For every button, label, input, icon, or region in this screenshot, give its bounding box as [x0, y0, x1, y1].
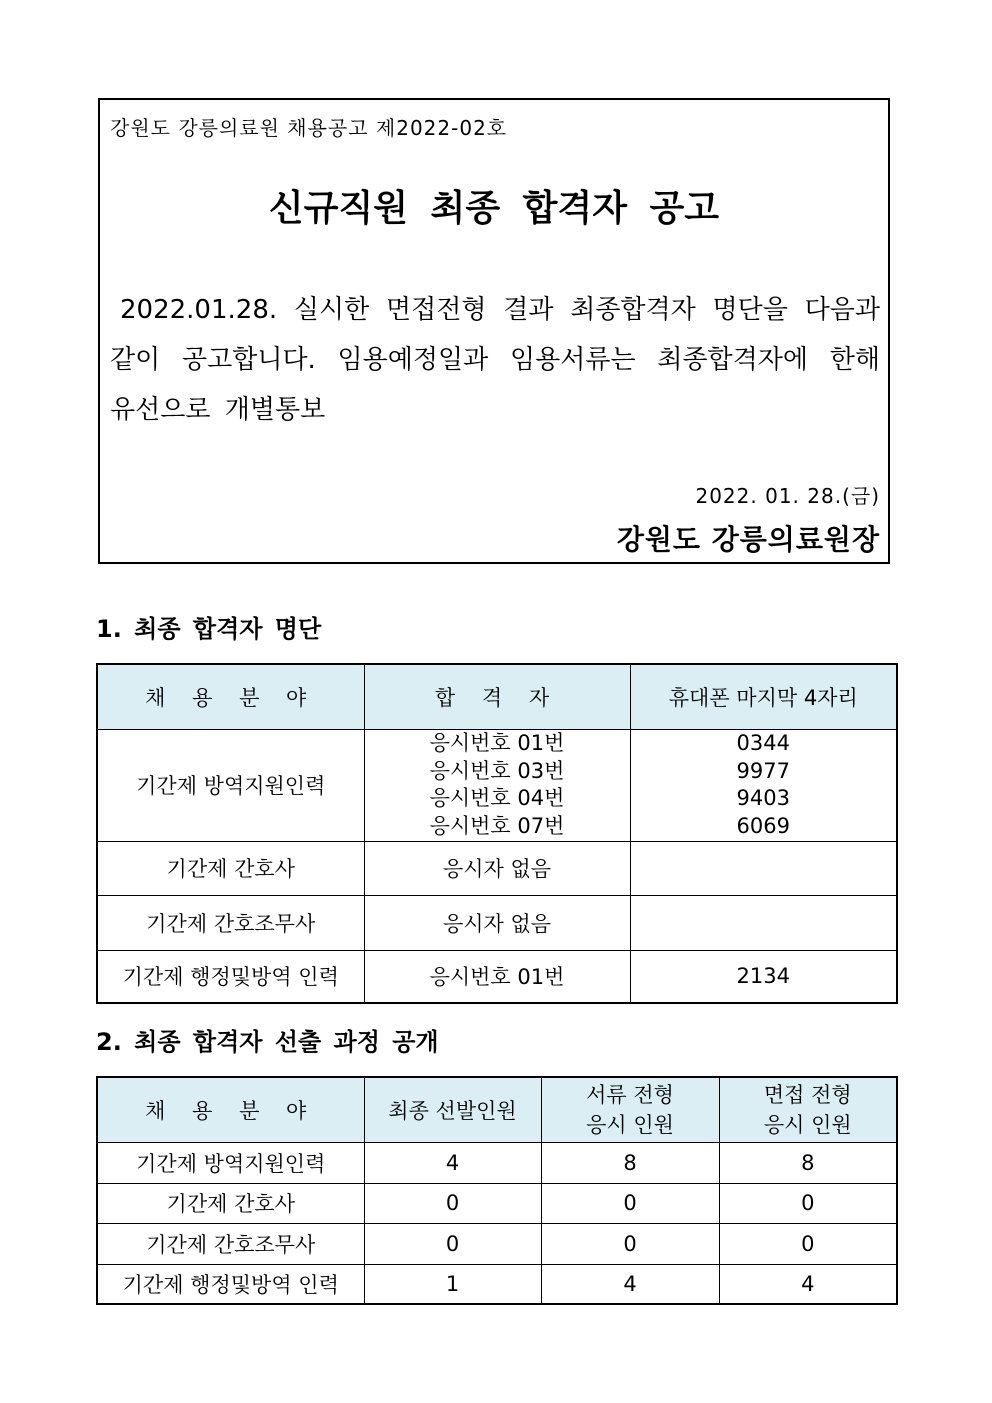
table-row — [97, 841, 897, 895]
phones-cell — [630, 895, 897, 950]
passer-entry: 응시번호 03번 — [429, 758, 565, 783]
notice-issuer: 강원도 강릉의료원장 — [616, 523, 880, 556]
table-row — [97, 1264, 897, 1304]
header-cell: 면접 전형 응시 인원 — [719, 1077, 897, 1142]
section-heading-selection-process: 2. 최종 합격자 선출 과정 공개 — [96, 1028, 439, 1056]
phone-entry: 9403 — [736, 786, 790, 810]
passer-entry: 응시번호 07번 — [429, 813, 565, 838]
notice-number: 강원도 강릉의료원 채용공고 제2022-02호 — [110, 116, 508, 140]
table-header-row — [97, 664, 897, 729]
interview-count-cell: 8 — [719, 1142, 897, 1183]
field-cell: 기간제 행정및방역 인력 — [97, 1264, 364, 1304]
phone-entry: 9977 — [736, 758, 790, 783]
final-count-cell: 4 — [364, 1142, 541, 1183]
table-row — [97, 895, 897, 950]
field-cell: 기간제 방역지원인력 — [97, 729, 364, 841]
table-row — [97, 1183, 897, 1223]
header-cell: 휴대폰 마지막 4자리 — [630, 664, 897, 729]
final-count-cell: 1 — [364, 1264, 541, 1304]
table-row — [97, 729, 897, 841]
table-row — [97, 950, 897, 1003]
passers-cell — [364, 729, 630, 841]
passer-entry: 응시번호 01번 — [429, 731, 565, 755]
header-cell: 서류 전형 응시 인원 — [541, 1077, 719, 1142]
interview-count-cell: 0 — [719, 1223, 897, 1264]
header-cell: 채 용 분 야 — [97, 1077, 364, 1142]
interview-count-cell: 4 — [719, 1264, 897, 1304]
notice-date: 2022. 01. 28.(금) — [695, 484, 880, 508]
interview-count-cell: 0 — [719, 1183, 897, 1223]
header-cell: 채 용 분 야 — [97, 664, 364, 729]
table-row — [97, 1142, 897, 1183]
header-cell: 합 격 자 — [364, 664, 630, 729]
notice-title: 신규직원 최종 합격자 공고 — [268, 188, 720, 229]
passers-cell: 응시자 없음 — [364, 895, 630, 950]
table-row — [97, 1223, 897, 1264]
phones-cell: 2134 — [630, 950, 897, 1003]
final-count-cell: 0 — [364, 1183, 541, 1223]
header-cell: 최종 선발인원 — [364, 1077, 541, 1142]
field-cell: 기간제 간호사 — [97, 841, 364, 895]
notice-body: 2022.01.28. 실시한 면접전형 결과 최종합격자 명단을 다음과 같이 공고합니다. 임용예정일과 임용서류는 최종합격자에 한해 유선으로 개별통보 — [110, 295, 880, 425]
phones-cell — [630, 729, 897, 841]
final-passers-table — [96, 663, 898, 1004]
document-count-cell: 0 — [541, 1223, 719, 1264]
section-heading-final-list: 1. 최종 합격자 명단 — [96, 615, 322, 643]
notice-box — [98, 98, 890, 564]
document-count-cell: 4 — [541, 1264, 719, 1304]
field-cell: 기간제 간호조무사 — [97, 1223, 364, 1264]
document-count-cell: 0 — [541, 1183, 719, 1223]
field-cell: 기간제 행정및방역 인력 — [97, 950, 364, 1003]
field-cell: 기간제 간호조무사 — [97, 895, 364, 950]
phone-entry: 6069 — [736, 813, 790, 838]
field-cell: 기간제 방역지원인력 — [97, 1142, 364, 1183]
final-count-cell: 0 — [364, 1223, 541, 1264]
document-count-cell: 8 — [541, 1142, 719, 1183]
passer-entry: 응시번호 04번 — [429, 786, 565, 810]
table-header-row — [97, 1077, 897, 1142]
phone-entry: 0344 — [736, 731, 790, 755]
passers-cell: 응시자 없음 — [364, 841, 630, 895]
passers-cell: 응시번호 01번 — [364, 950, 630, 1003]
phones-cell — [630, 841, 897, 895]
field-cell: 기간제 간호사 — [97, 1183, 364, 1223]
selection-process-table — [96, 1076, 898, 1305]
